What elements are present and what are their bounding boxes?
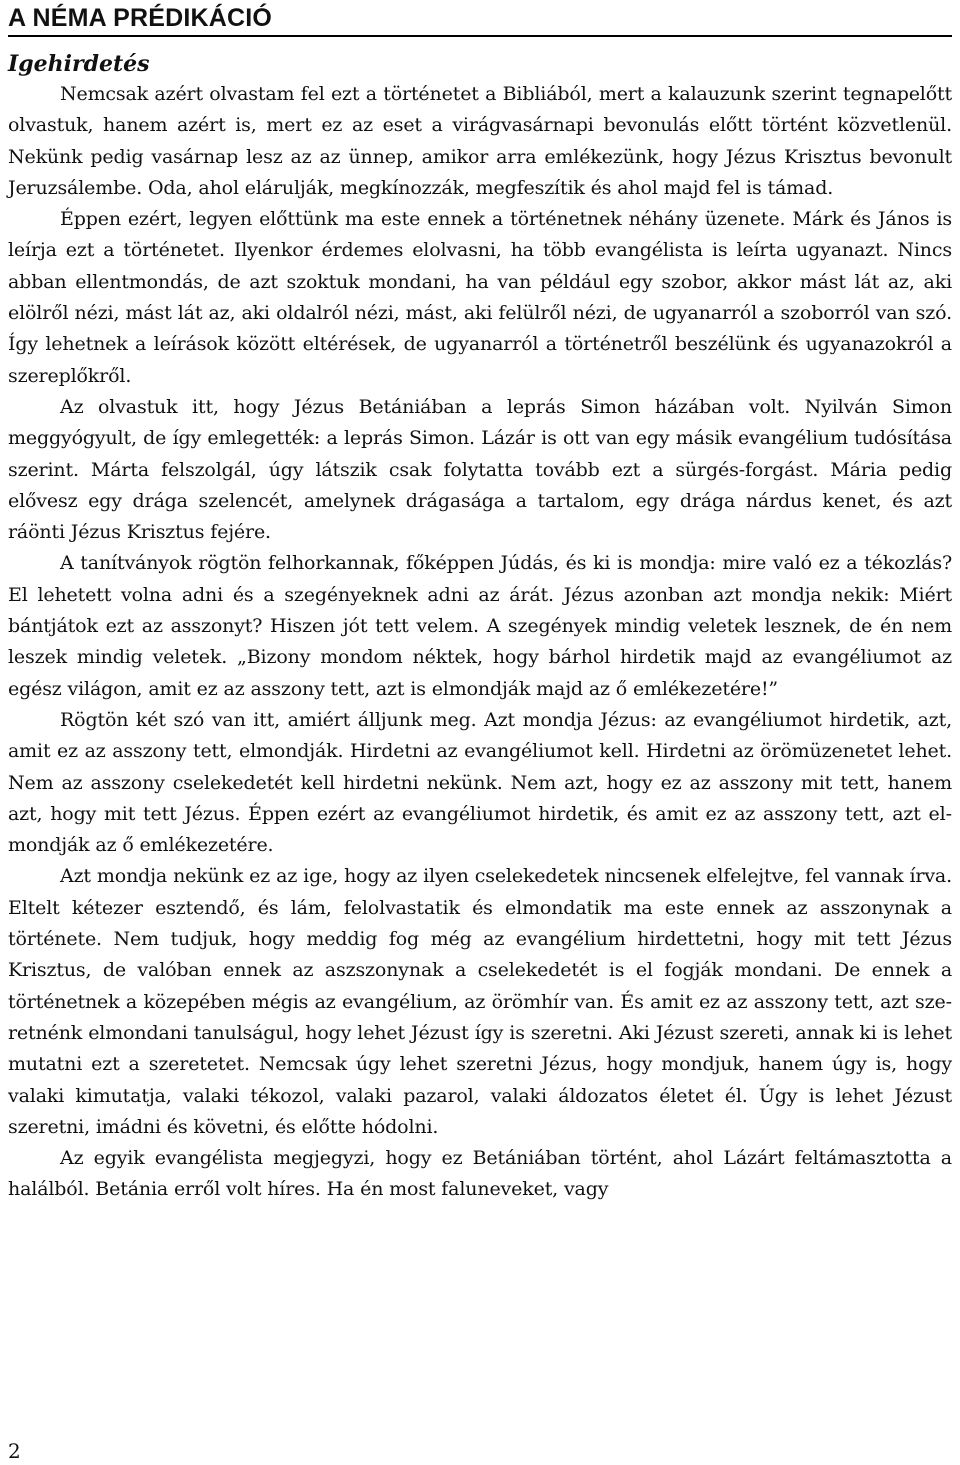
- paragraph: Nemcsak azért olvastam fel ezt a történetet a Bibliából, mert a kalauzunk szerint tegnapelőtt olvastuk, hanem azért is, mert ez az eset a virágvasárnapi bevonulás előtt történt közvetlenül. Nekünk pedig vasárnap lesz az az ünnep, amikor arra emlékezünk, hogy Jézus Krisztus bevonult Jeruzsálembe. Oda, ahol elárulják, megkínozzák, megfeszítik és ahol majd fel is támad.: [8, 83, 952, 199]
- body-text: [8, 79, 952, 1206]
- paragraph: Azt mondja nekünk ez az ige, hogy az ilyen cselekedetek nincsenek elfelejtve, fel vannak írva. Eltelt kétezer esztendő, és lám, felolvastatik és elmondatik ma este ennek az asszonynak a története. Nem tudjuk, hogy meddig fog még az evangélium hirdettetni, hogy mit tett Jézus Krisztus, de valóban ennek az aszszonynak a cselekedetét is el fogják mondani. De ennek a történetnek a közepében mégis az evangélium, az örömhír van. És amit ez az asszony tett, azt szeretnénk elmondani tanulságul, hogy lehet Jézust így is szeretni. Aki Jézust szereti, annak ki is lehet mutatni ezt a szeretetet. Nemcsak úgy lehet szeretni Jézus, hogy mondjuk, hanem úgy is, hogy valaki kimutatja, valaki tékozol, valaki pazarol, valaki áldozatos életet él. Úgy is lehet Jézust szeretni, imádni és követni, és előtte hódolni.: [8, 865, 952, 1138]
- paragraph: Rögtön két szó van itt, amiért álljunk meg. Azt mondja Jézus: az evangéliumot hirdetik, azt, amit ez az asszony tett, elmondják. Hirdetni az evangéliumot kell. Hirdetni az örömüzenetet lehet. Nem az asszony cselekedetét kell hirdetni nekünk. Nem azt, hogy ez az asszony mit tett, hanem azt, hogy mit tett Jézus. Éppen ezért az evangéliumot hirdetik, és amit ez az asszony tett, azt elmondják az ő emlékezetére.: [8, 708, 952, 857]
- running-header-title: A NÉMA PRÉDIKÁCIÓ: [8, 4, 273, 32]
- page-number: 2: [8, 1439, 21, 1463]
- document-page: [8, 0, 952, 1465]
- paragraph: Az olvastuk itt, hogy Jézus Betániában a leprás Simon házában volt. Nyilván Simon meggyógyult, de így emlegették: a leprás Simon. Lázár is ott van egy másik evangélium tudósítása szerint. Márta felszolgál, úgy látszik csak folytatta tovább ezt a sürgés-forgást. Mária pedig elővesz egy drága szelencét, amelynek drágasága a tartalom, egy drága nárdus kenet, és azt ráönti Jézus Krisztus fejére.: [8, 395, 952, 544]
- paragraph: Éppen ezért, legyen előttünk ma este ennek a történetnek néhány üzenete. Márk és János is leírja ezt a történetet. Ilyenkor érdemes elolvasni, ha több evangélista is leírta ugyanazt. Nincs abban ellentmondás, de azt szoktuk mondani, ha van például egy szobor, akkor mást lát az, aki elölről nézi, mást lát az, aki oldalról nézi, mást, aki felülről nézi, de ugyanarról a szoborról van szó. Így lehetnek a leírások között eltérések, de ugyanarról a történetről beszélünk és ugyanazokról a szereplőkről.: [8, 208, 952, 387]
- section-title: Igehirdetés: [8, 51, 150, 77]
- running-header: [8, 4, 952, 37]
- paragraph: A tanítványok rögtön felhorkannak, főképpen Júdás, és ki is mondja: mire való ez a tékozlás? El lehetett volna adni és a szegényeknek adni az árát. Jézus azonban azt mondja nekik: Miért bántjátok ezt az asszonyt? Hiszen jót tett velem. A szegények mindig veletek lesznek, de én nem leszek mindig veletek. „Bizony mondom néktek, hogy bárhol hirdetik majd az evangéliumot az egész világon, amit ez az asszony tett, azt is elmondják majd az ő emlékezetére!”: [8, 552, 952, 700]
- paragraph: Az egyik evangélista megjegyzi, hogy ez Betániában történt, ahol Lázárt feltámasztotta a halálból. Betánia erről volt híres. Ha én most faluneveket, vagy: [8, 1147, 952, 1201]
